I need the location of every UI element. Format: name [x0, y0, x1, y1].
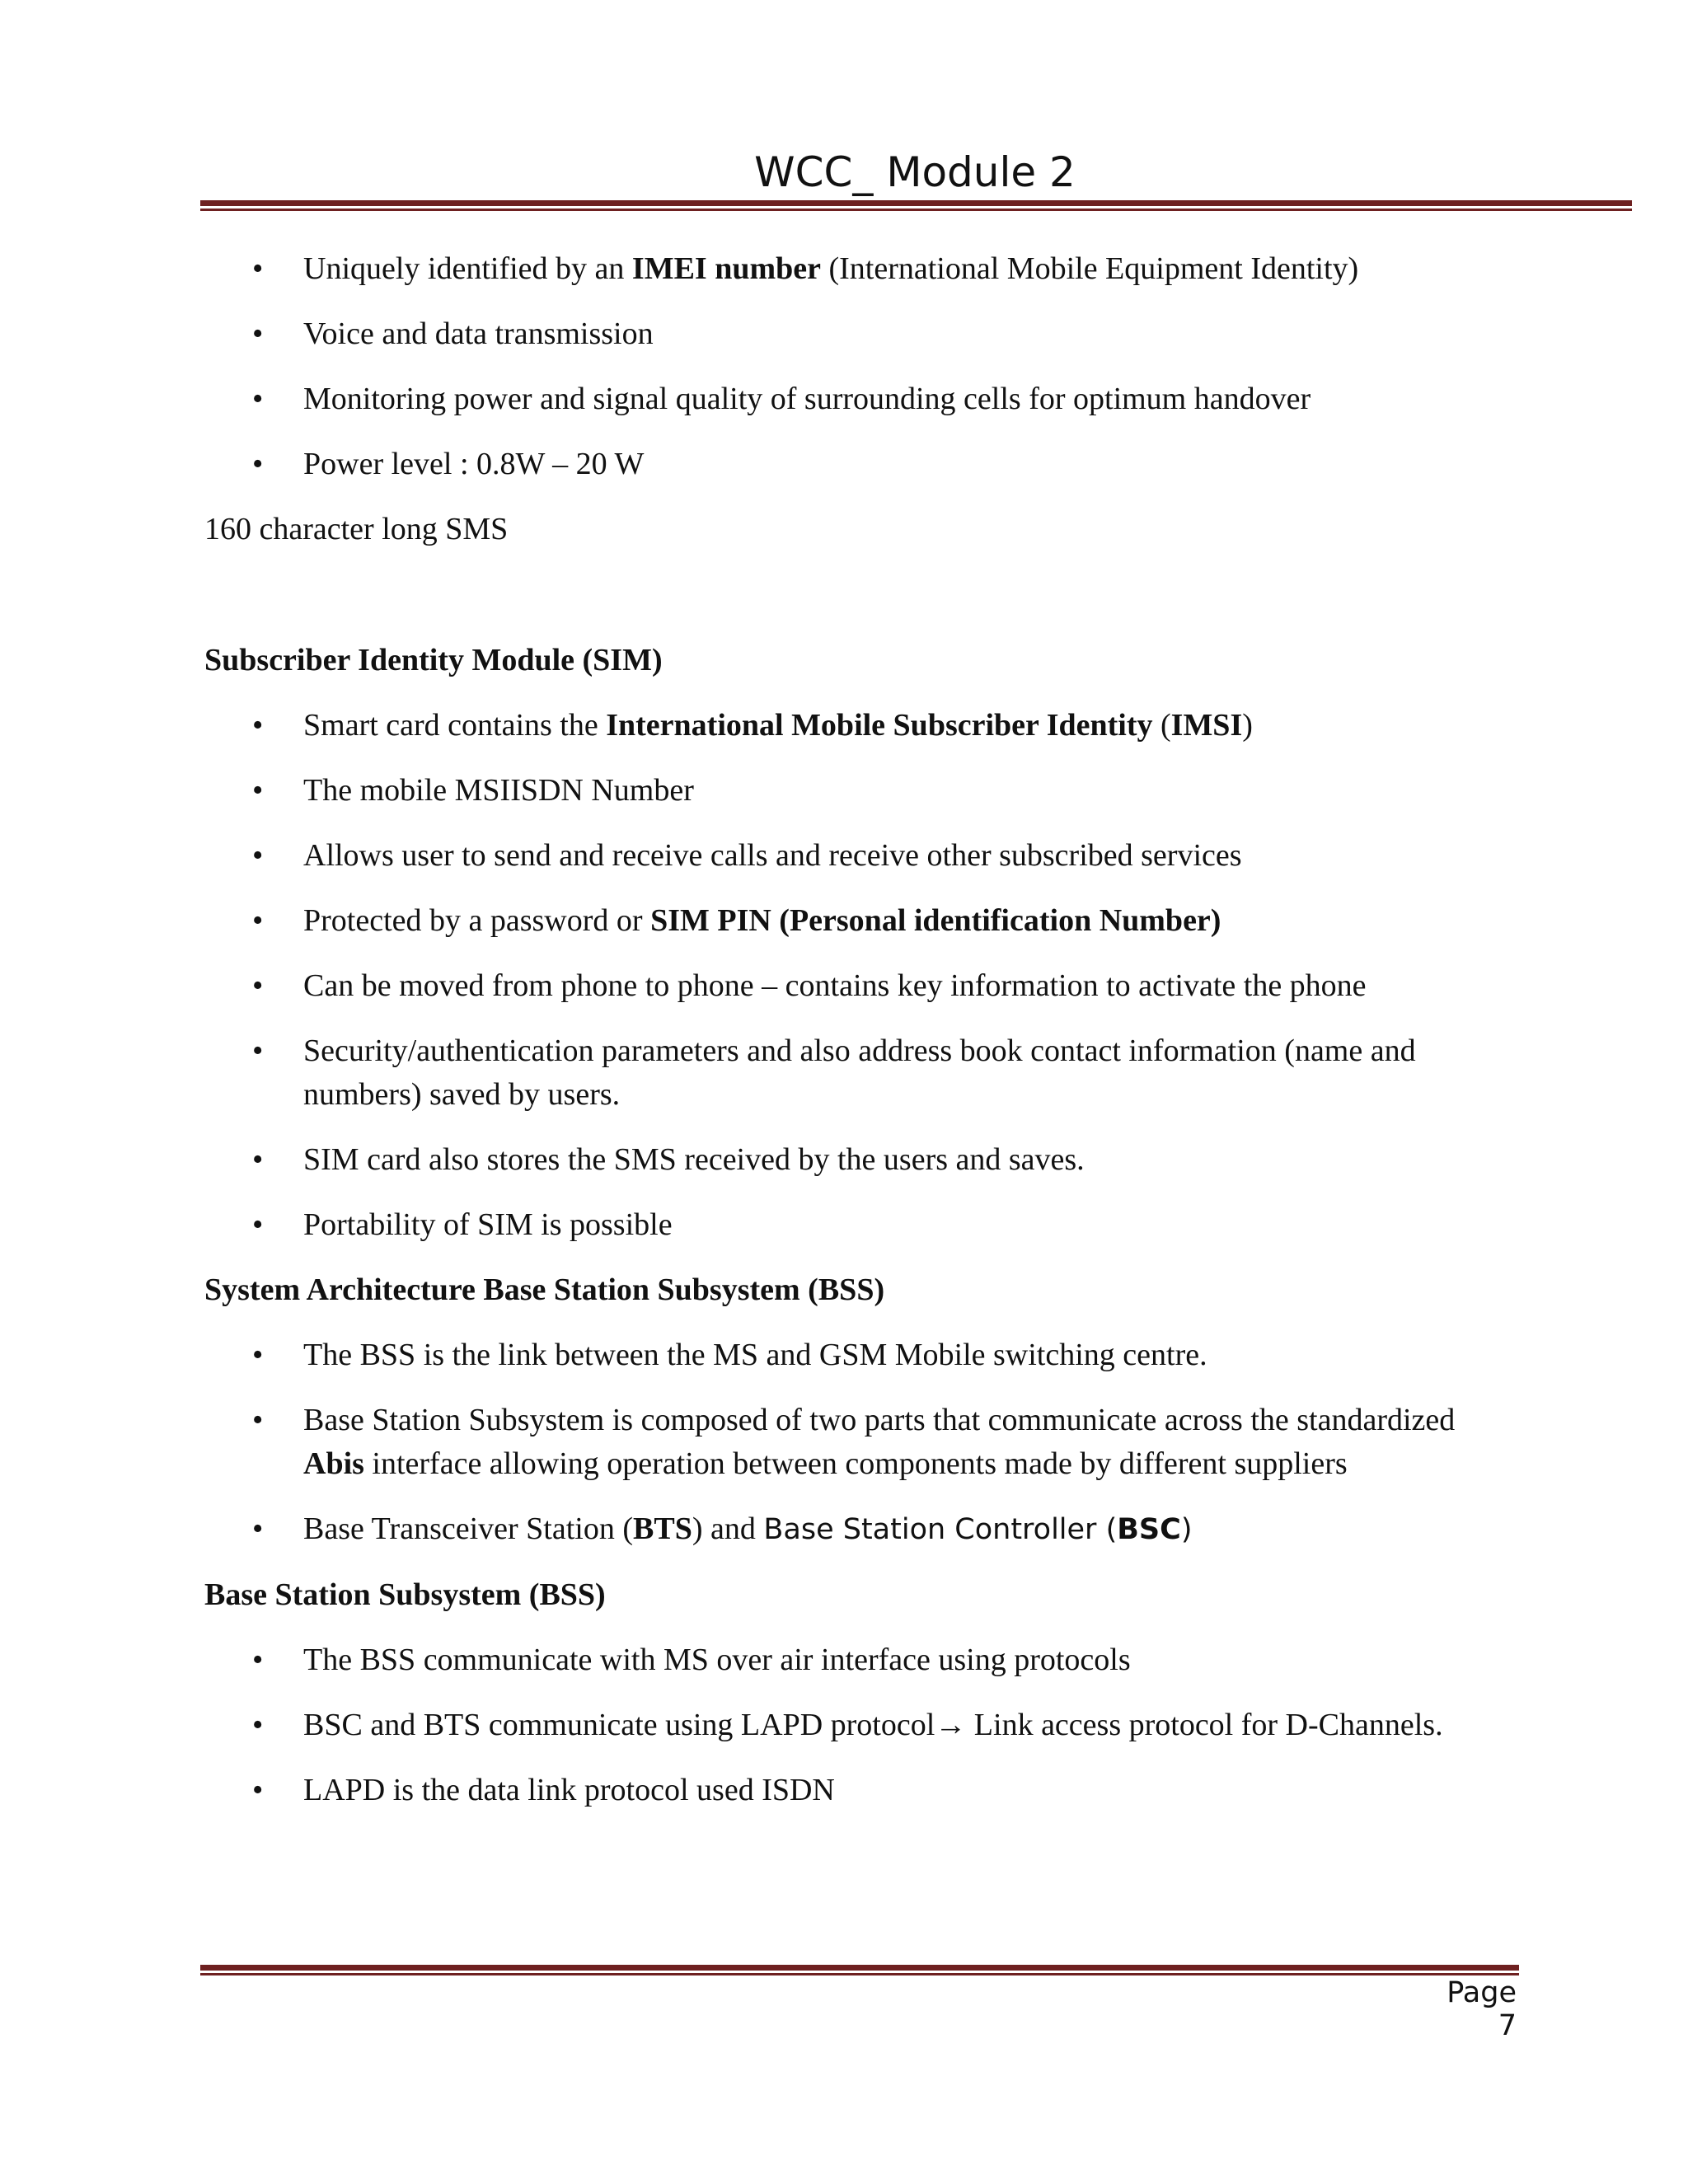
bold-term: BSC — [1117, 1513, 1181, 1546]
list-item — [204, 312, 1474, 356]
text: The mobile MSIISDN Number — [303, 773, 694, 808]
text: Uniquely identified by an — [303, 251, 632, 286]
list-item — [204, 769, 1474, 813]
page-number: Page 7 — [1447, 1976, 1517, 2042]
sim-bullet-list — [204, 704, 1474, 1247]
text: Allows user to send and receive calls and receive other subscribed services — [303, 838, 1242, 873]
arrow-icon: → — [935, 1708, 967, 1742]
text: interface allowing operation between components made by different suppliers — [363, 1446, 1348, 1481]
bullet-icon: • — [252, 968, 264, 1003]
list-item — [204, 964, 1474, 1008]
bullet-icon: • — [252, 773, 264, 808]
bss-architecture-bullet-list — [204, 1333, 1474, 1552]
text: ) — [1180, 1513, 1193, 1546]
list-item — [204, 1138, 1474, 1182]
text: Voice and data transmission — [303, 316, 654, 351]
bss-bullet-list — [204, 1638, 1474, 1812]
bold-term: Abis — [303, 1446, 364, 1481]
bullet-icon: • — [252, 903, 264, 938]
bullet-icon: • — [252, 1773, 264, 1807]
bold-term: SIM PIN (Personal identification Number) — [650, 903, 1221, 938]
sim-heading: Subscriber Identity Module (SIM) — [204, 643, 663, 677]
bullet-icon: • — [252, 1033, 264, 1068]
bss-architecture-heading: System Architecture Base Station Subsystem (BSS) — [204, 1272, 885, 1307]
list-item — [204, 704, 1474, 748]
list-item — [204, 443, 1474, 486]
list-item — [204, 1507, 1474, 1552]
bold-term: BTS — [633, 1511, 692, 1546]
text: The BSS is the link between the MS and GSM Mobile switching centre. — [303, 1338, 1207, 1372]
text: LAPD is the data link protocol used ISDN — [303, 1773, 835, 1807]
bullet-icon: • — [252, 1142, 264, 1177]
bullet-icon: • — [252, 1511, 264, 1546]
bullet-icon: • — [252, 382, 264, 416]
text: Protected by a password or — [303, 903, 651, 938]
text: ( — [1152, 708, 1171, 743]
bold-term: IMSI — [1170, 708, 1243, 743]
text: Can be moved from phone to phone – contains key information to activate the phone — [303, 968, 1367, 1003]
list-item — [204, 1638, 1474, 1682]
bullet-icon: • — [252, 1403, 264, 1437]
text: The BSS communicate with MS over air interface using protocols — [303, 1643, 1131, 1677]
list-item — [204, 1399, 1474, 1486]
list-item — [204, 247, 1474, 291]
bullet-icon: • — [252, 1338, 264, 1372]
text: BSC and BTS communicate using LAPD protocol — [303, 1708, 935, 1742]
text: Base Transceiver Station ( — [303, 1511, 634, 1546]
bullet-icon: • — [252, 708, 264, 743]
bss-heading: Base Station Subsystem (BSS) — [204, 1577, 606, 1612]
list-item — [204, 899, 1474, 943]
bullet-icon: • — [252, 316, 264, 351]
text: Base Station Controller ( — [763, 1513, 1118, 1546]
text: SIM card also stores the SMS received by the users and saves. — [303, 1142, 1085, 1177]
bold-term: International Mobile Subscriber Identity — [606, 708, 1153, 743]
text: Monitoring power and signal quality of surrounding cells for optimum handover — [303, 382, 1311, 416]
list-item — [204, 1704, 1474, 1747]
list-item — [204, 1029, 1474, 1117]
document-body — [204, 247, 1474, 1834]
text: Portability of SIM is possible — [303, 1207, 673, 1242]
list-item — [204, 1203, 1474, 1247]
intro-bullet-list — [204, 247, 1474, 486]
text: ) and — [692, 1511, 764, 1546]
text: Base Station Subsystem is composed of two parts that communicate across the standardized — [303, 1403, 1456, 1437]
text: Smart card contains the — [303, 708, 607, 743]
list-item — [204, 1333, 1474, 1377]
bullet-icon: • — [252, 1708, 264, 1742]
bold-term: IMEI number — [631, 251, 821, 286]
bullet-icon: • — [252, 447, 264, 481]
text: ) — [1242, 708, 1253, 743]
text: Link access protocol for D-Channels. — [966, 1708, 1443, 1742]
list-item — [204, 1769, 1474, 1812]
bullet-icon: • — [252, 838, 264, 873]
bullet-icon: • — [252, 251, 264, 286]
bullet-icon: • — [252, 1207, 264, 1242]
bullet-icon: • — [252, 1643, 264, 1677]
text: (International Mobile Equipment Identity) — [821, 251, 1359, 286]
text: Power level : 0.8W – 20 W — [303, 447, 645, 481]
sms-line: 160 character long SMS — [204, 512, 509, 546]
list-item — [204, 377, 1474, 421]
text: Security/authentication parameters and also address book contact information (name and numbers) saved by users. — [303, 1033, 1416, 1112]
page-header-title: WCC_ Module 2 — [754, 148, 1076, 196]
list-item — [204, 834, 1474, 878]
